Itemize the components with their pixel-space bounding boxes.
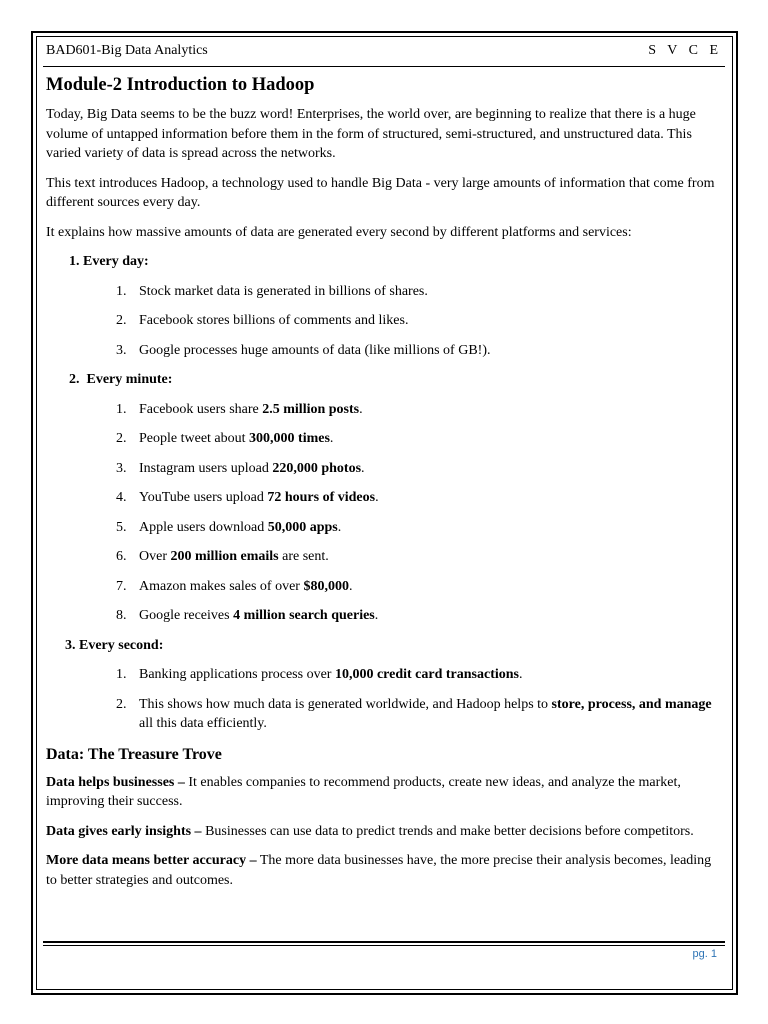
group-heading-every-second: 3. Every second: <box>65 637 164 653</box>
section-heading: Data: The Treasure Trove <box>46 745 222 763</box>
list-item: 7. Amazon makes sales of over $80,000. <box>116 578 353 594</box>
every-second-list <box>46 665 722 734</box>
every-minute-list <box>46 400 722 626</box>
point-paragraph: More data means better accuracy – The more data businesses have, the more precise their analysis becomes, leading to better strategies and outcomes. <box>46 853 712 888</box>
list-item: 1. Facebook users share 2.5 million posts. <box>116 401 363 417</box>
footer-divider-thin <box>43 945 725 946</box>
intro-paragraph: Today, Big Data seems to be the buzz word! Enterprises, the world over, are beginning to realize that there is a huge volume of untapped information before them in the form of structured, semi-structured, and unstructured data. This varied variety of data is spread across the networks. <box>46 107 696 161</box>
page-header <box>46 43 722 63</box>
list-item: 3. Google processes huge amounts of data (like millions of GB!). <box>116 342 491 358</box>
group-heading-every-day: 1. Every day: <box>69 254 149 269</box>
list-item: 4. YouTube users upload 72 hours of videos. <box>116 490 379 505</box>
list-item: 3. Instagram users upload 220,000 photos. <box>116 460 365 476</box>
header-divider <box>43 66 725 67</box>
footer-divider <box>43 941 725 943</box>
course-title: BAD601-Big Data Analytics <box>46 43 208 58</box>
point-paragraph: Data gives early insights – Businesses can use data to predict trends and make better decisions before competitors. <box>46 823 694 839</box>
list-item: 2. This shows how much data is generated worldwide, and Hadoop helps to store, process, and manage all this data efficiently. <box>116 696 712 731</box>
main-content <box>46 72 722 900</box>
list-item: 2. People tweet about 300,000 times. <box>116 431 334 446</box>
list-item: 1. Stock market data is generated in billions of shares. <box>116 283 428 299</box>
intro-paragraph: It explains how massive amounts of data are generated every second by different platforms and services: <box>46 224 632 240</box>
list-item: 1. Banking applications process over 10,000 credit card transactions. <box>116 667 523 682</box>
page-number: pg. 1 <box>692 948 717 960</box>
institution-name: S V C E <box>648 43 722 58</box>
list-item: 2. Facebook stores billions of comments and likes. <box>116 313 409 328</box>
page-title: Module-2 Introduction to Hadoop <box>46 75 315 95</box>
every-day-list <box>46 282 722 361</box>
intro-paragraph: This text introduces Hadoop, a technology used to handle Big Data - very large amounts of information that come from different sources every day. <box>46 175 715 210</box>
list-item: 8. Google receives 4 million search queries. <box>116 608 379 623</box>
group-heading-every-minute: 2. Every minute: <box>69 372 173 387</box>
list-item: 5. Apple users download 50,000 apps. <box>116 519 342 535</box>
point-paragraph: Data helps businesses – It enables companies to recommend products, create new ideas, and analyze the market, improving their success. <box>46 774 681 809</box>
list-item: 6. Over 200 million emails are sent. <box>116 549 329 564</box>
